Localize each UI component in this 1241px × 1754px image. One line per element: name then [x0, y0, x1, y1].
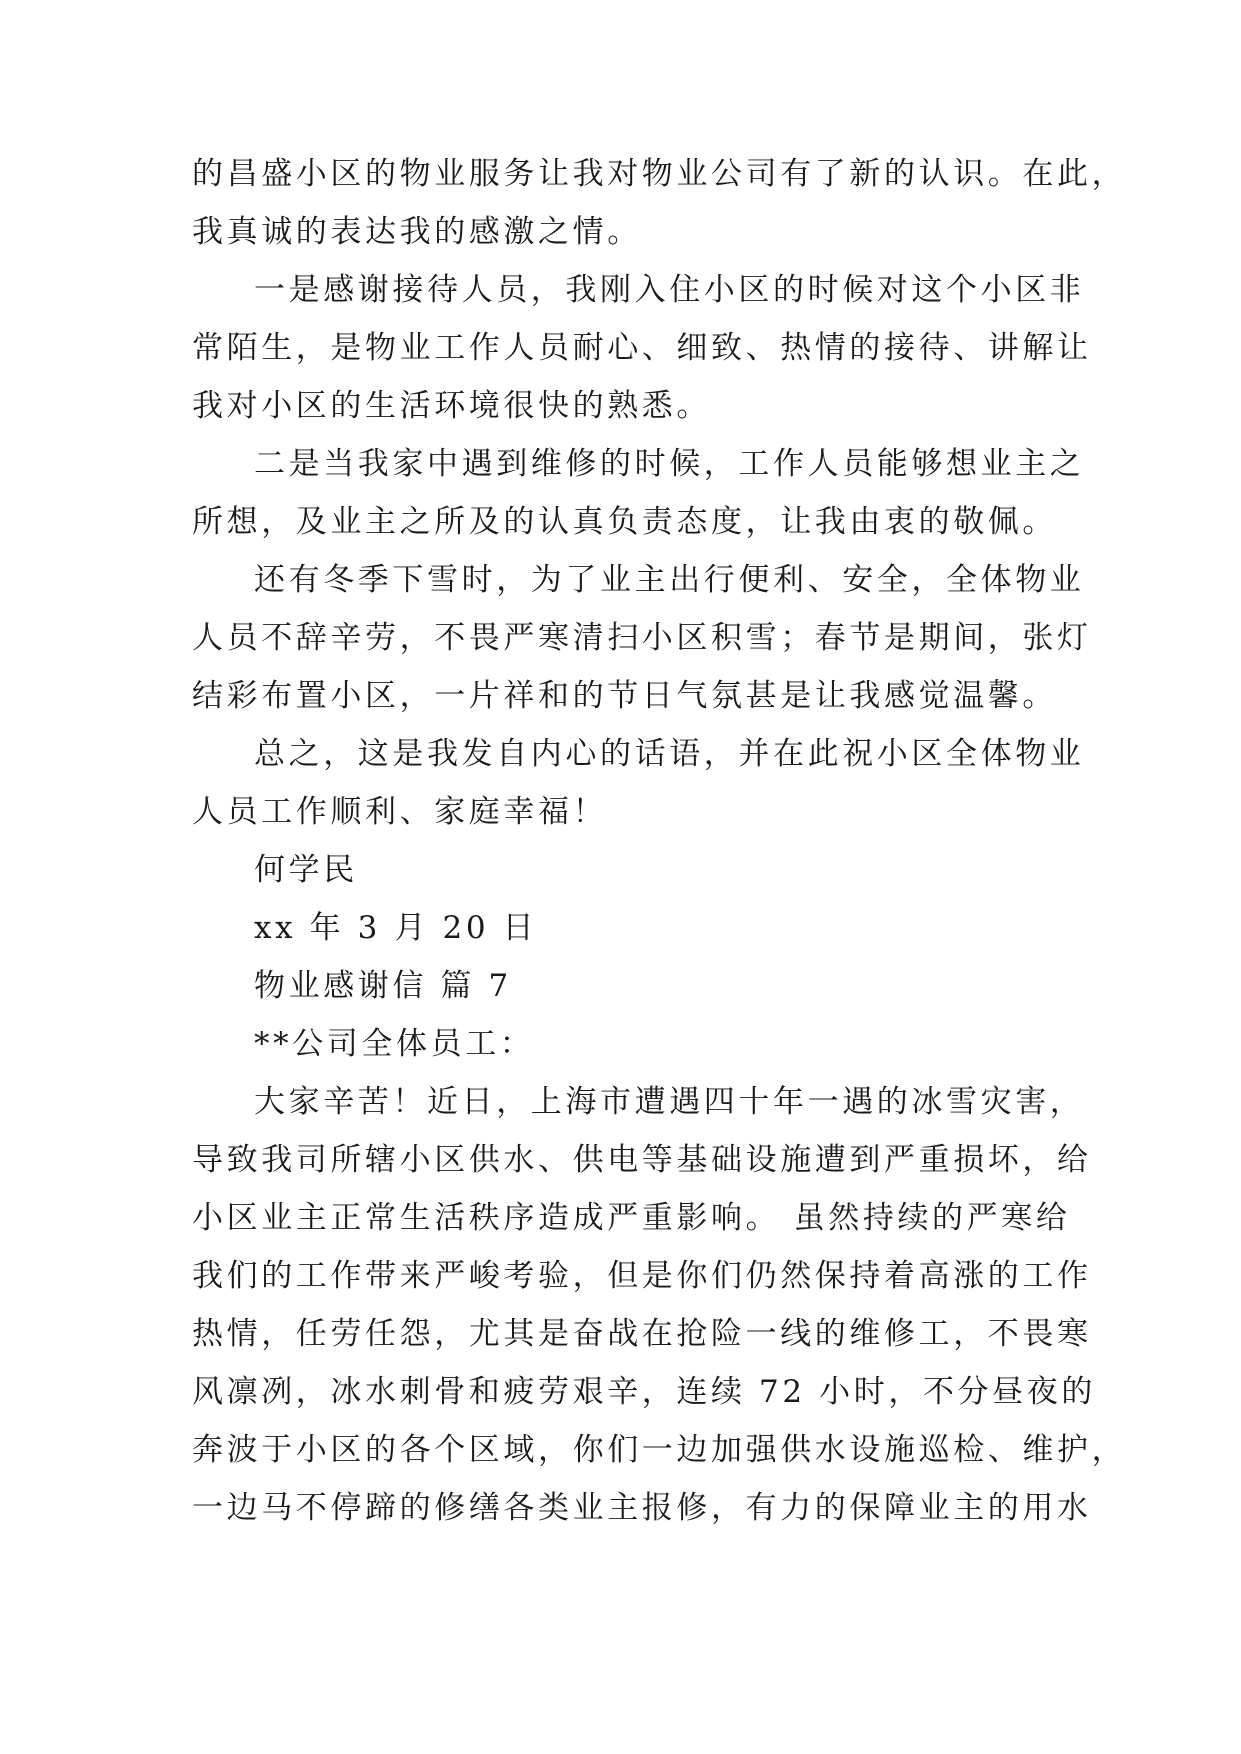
paragraph-line: 一是感谢接待人员，我刚入住小区的时候对这个小区非 — [254, 272, 1085, 308]
section-title: 物业感谢信 篇 7 — [254, 968, 512, 1004]
paragraph-line: 还有冬季下雪时，为了业主出行便利、安全，全体物业 — [254, 562, 1085, 598]
signature-date: xx 年 3 月 20 日 — [254, 910, 538, 946]
paragraph-line: 热情，任劳任怨，尤其是奋战在抢险一线的维修工，不畏寒 — [192, 1316, 1092, 1352]
paragraph-line: 奔波于小区的各个区域，你们一边加强供水设施巡检、维护， — [192, 1432, 1127, 1468]
paragraph-line: 人员不辞辛劳，不畏严寒清扫小区积雪；春节是期间，张灯 — [192, 620, 1092, 656]
paragraph-line: 我对小区的生活环境很快的熟悉。 — [192, 388, 711, 424]
paragraph-line: 总之，这是我发自内心的话语，并在此祝小区全体物业 — [254, 736, 1085, 772]
paragraph-line: 大家辛苦！近日，上海市遭遇四十年一遇的冰雪灾害， — [254, 1084, 1085, 1120]
paragraph-line: 风凛冽，冰水刺骨和疲劳艰辛，连续 72 小时，不分昼夜的 — [192, 1374, 1096, 1410]
paragraph-line: 的昌盛小区的物业服务让我对物业公司有了新的认识。在此， — [192, 156, 1127, 192]
paragraph-line: 我真诚的表达我的感激之情。 — [192, 214, 642, 250]
paragraph-line: 二是当我家中遇到维修的时候，工作人员能够想业主之 — [254, 446, 1085, 482]
salutation: **公司全体员工： — [254, 1026, 535, 1062]
paragraph-line: 人员工作顺利、家庭幸福！ — [192, 794, 608, 830]
signature-name: 何学民 — [254, 852, 358, 888]
paragraph-line: 一边马不停蹄的修缮各类业主报修，有力的保障业主的用水 — [192, 1490, 1092, 1526]
paragraph-line: 常陌生，是物业工作人员耐心、细致、热情的接待、讲解让 — [192, 330, 1092, 366]
paragraph-line: 小区业主正常生活秩序造成严重影响。 虽然持续的严寒给 — [192, 1200, 1071, 1236]
paragraph-line: 我们的工作带来严峻考验，但是你们仍然保持着高涨的工作 — [192, 1258, 1092, 1294]
paragraph-line: 所想，及业主之所及的认真负责态度，让我由衷的敬佩。 — [192, 504, 1057, 540]
paragraph-line: 导致我司所辖小区供水、供电等基础设施遭到严重损坏，给 — [192, 1142, 1092, 1178]
paragraph-line: 结彩布置小区，一片祥和的节日气氛甚是让我感觉温馨。 — [192, 678, 1057, 714]
